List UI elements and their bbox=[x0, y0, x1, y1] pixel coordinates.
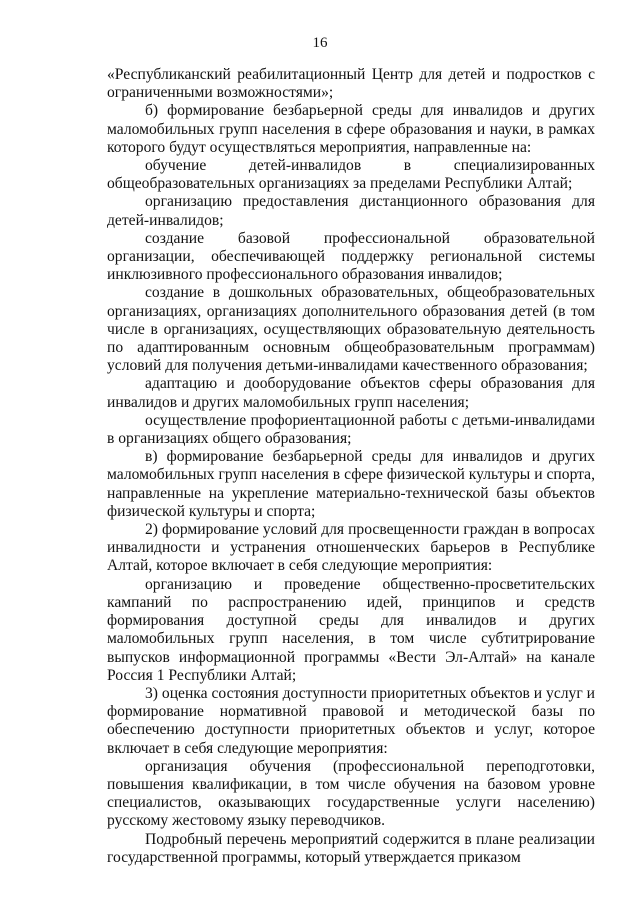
paragraph-campaigns: организацию и проведение общественно-просветительских кампаний по распространению идей, принципов и средств формирования доступной среды для инвалидов и других маломобильных групп населения, в том числе субтитрирование выпусков информационной программы «Вести Эл-Алтай» на канале Россия 1 Республики Алтай; bbox=[107, 575, 595, 684]
paragraph-centre-name: «Республиканский реабилитационный Центр для детей и подростков с ограниченными возможностями»; bbox=[107, 66, 595, 102]
paragraph-career-guidance: осуществление профориентационной работы с детьми-инвалидами в организациях общего образования; bbox=[107, 411, 595, 448]
paragraph-awareness: 2) формирование условий для просвещенности граждан в вопросах инвалидности и устранения отношенческих барьеров в Республике Алтай, которое включает в себя следующие мероприятия: bbox=[107, 521, 595, 575]
paragraph-adaptation: адаптацию и дооборудование объектов сферы образования для инвалидов и других маломобильных групп населения; bbox=[107, 375, 595, 411]
paragraph-sign-language-training: организация обучения (профессиональной переподготовки, повышения квалификации, в том числе обучения на базовом уровне специалистов, оказывающих государственные услуги населению) русскому жестовому языку переводчиков. bbox=[107, 757, 595, 830]
document-body bbox=[107, 66, 595, 867]
paragraph-sports-barrier-free: в) формирование безбарьерной среды для инвалидов и других маломобильных групп населения в сфере физической культуры и спорта, направленные на укрепление материально-технической базы объектов физической культуры и спорта; bbox=[107, 448, 595, 520]
paragraph-accessibility-assessment: 3) оценка состояния доступности приоритетных объектов и услуг и формирование нормативной правовой и методической базы по обеспечению доступности приоритетных объектов и услуг, которое включает в себя следующие мероприятия: bbox=[107, 684, 595, 757]
paragraph-conditions-creation: создание в дошкольных образовательных, общеобразовательных организациях, организациях дополнительного образования детей (в том числе в организациях, осуществляющих образовательную деятельность по адаптированным основным общеобразовательным программам) условий для получения детьми-инвалидами качественного образования; bbox=[107, 284, 595, 375]
paragraph-specialized-training: обучение детей-инвалидов в специализированных общеобразовательных организациях за пределами Республики Алтай; bbox=[107, 157, 595, 193]
paragraph-distance-education: организацию предоставления дистанционного образования для детей-инвалидов; bbox=[107, 193, 595, 229]
paragraph-education-barrier-free: б) формирование безбарьерной среды для инвалидов и других маломобильных групп населения в сфере образования и науки, в рамках которого будут осуществляться мероприятия, направленные на: bbox=[107, 102, 595, 156]
paragraph-base-vocational-org: создание базовой профессиональной образовательной организации, обеспечивающей поддержку региональной системы инклюзивного профессионального образования инвалидов; bbox=[107, 229, 595, 284]
paragraph-detailed-list: Подробный перечень мероприятий содержится в плане реализации государственной программы, который утверждается приказом bbox=[107, 830, 595, 866]
page-number: 16 bbox=[312, 35, 328, 51]
